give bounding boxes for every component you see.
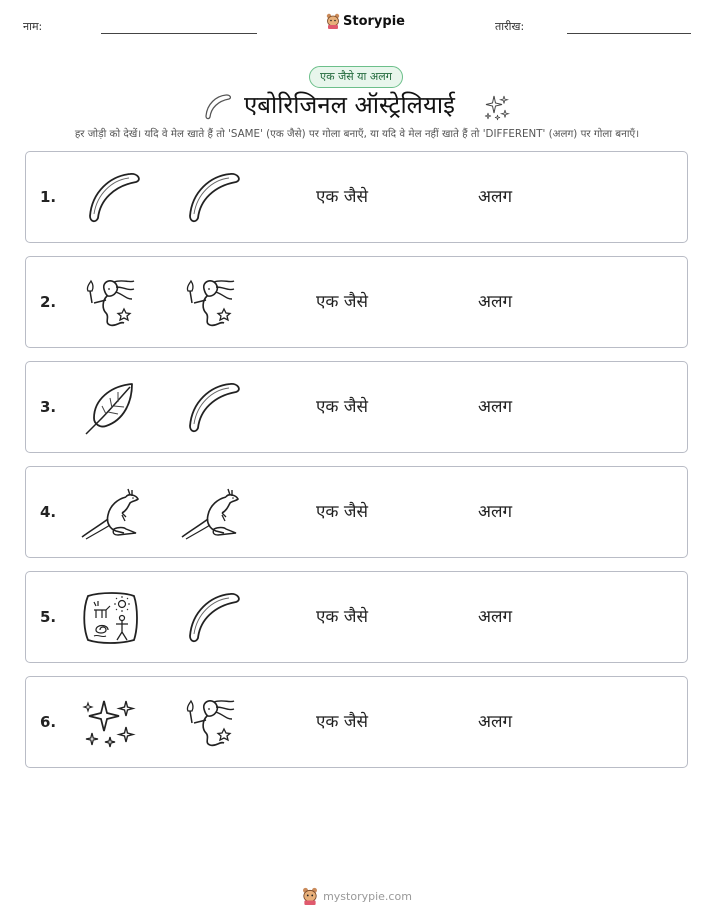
different-option[interactable]: अलग [478, 187, 513, 207]
different-option[interactable]: अलग [478, 397, 513, 417]
kangaroo-icon [80, 485, 140, 541]
footer-url[interactable]: mystorypie.com [323, 889, 412, 903]
question-number: 1. [40, 188, 57, 206]
brand-name: Storypie [343, 13, 405, 29]
spirit-figure-icon [180, 275, 240, 331]
boomerang-icon [180, 170, 240, 226]
question-row-2 [25, 256, 688, 348]
boomerang-icon [180, 380, 240, 436]
different-option[interactable]: अलग [478, 502, 513, 522]
spirit-figure-icon [80, 275, 140, 331]
boomerang-icon [201, 93, 231, 121]
question-row-6 [25, 676, 688, 768]
kangaroo-icon [180, 485, 240, 541]
leaf-icon [80, 380, 140, 436]
date-line [567, 33, 691, 34]
different-option[interactable]: अलग [478, 292, 513, 312]
same-option[interactable]: एक जैसे [316, 607, 368, 627]
same-option[interactable]: एक जैसे [316, 292, 368, 312]
date-label: तारीख: [495, 20, 525, 33]
question-number: 6. [40, 713, 57, 731]
question-row-3 [25, 361, 688, 453]
question-number: 2. [40, 293, 57, 311]
question-number: 3. [40, 398, 57, 416]
same-option[interactable]: एक जैसे [316, 397, 368, 417]
same-option[interactable]: एक जैसे [316, 502, 368, 522]
boomerang-icon [180, 590, 240, 646]
same-option[interactable]: एक जैसे [316, 187, 368, 207]
storypie-mascot-icon [302, 887, 318, 905]
spirit-figure-icon [180, 695, 240, 751]
different-option[interactable]: अलग [478, 712, 513, 732]
question-number: 5. [40, 608, 57, 626]
storypie-mascot-icon [326, 13, 340, 29]
sparkles-icon [481, 92, 511, 122]
instructions: हर जोड़ी को देखें। यदि वे मेल खाते हैं तो 'SAME' (एक जैसे) पर गोला बनाएँ, या यदि वे मेल नहीं खाते हैं तो 'DIFFERENT' (अलग) पर गोला बनाएँ। [74, 128, 640, 140]
same-option[interactable]: एक जैसे [316, 712, 368, 732]
question-row-5 [25, 571, 688, 663]
different-option[interactable]: अलग [478, 607, 513, 627]
worksheet-type-badge: एक जैसे या अलग [309, 66, 403, 88]
rock-art-icon [80, 590, 140, 646]
question-number: 4. [40, 503, 57, 521]
boomerang-icon [80, 170, 140, 226]
footer [0, 887, 714, 905]
name-label: नाम: [23, 20, 43, 33]
question-row-4 [25, 466, 688, 558]
sparkles-icon [80, 695, 140, 751]
brand-logo [326, 13, 405, 29]
worksheet-title: एबोरिजिनल ऑस्ट्रेलियाई [244, 91, 455, 119]
name-line [101, 33, 257, 34]
question-row-1 [25, 151, 688, 243]
